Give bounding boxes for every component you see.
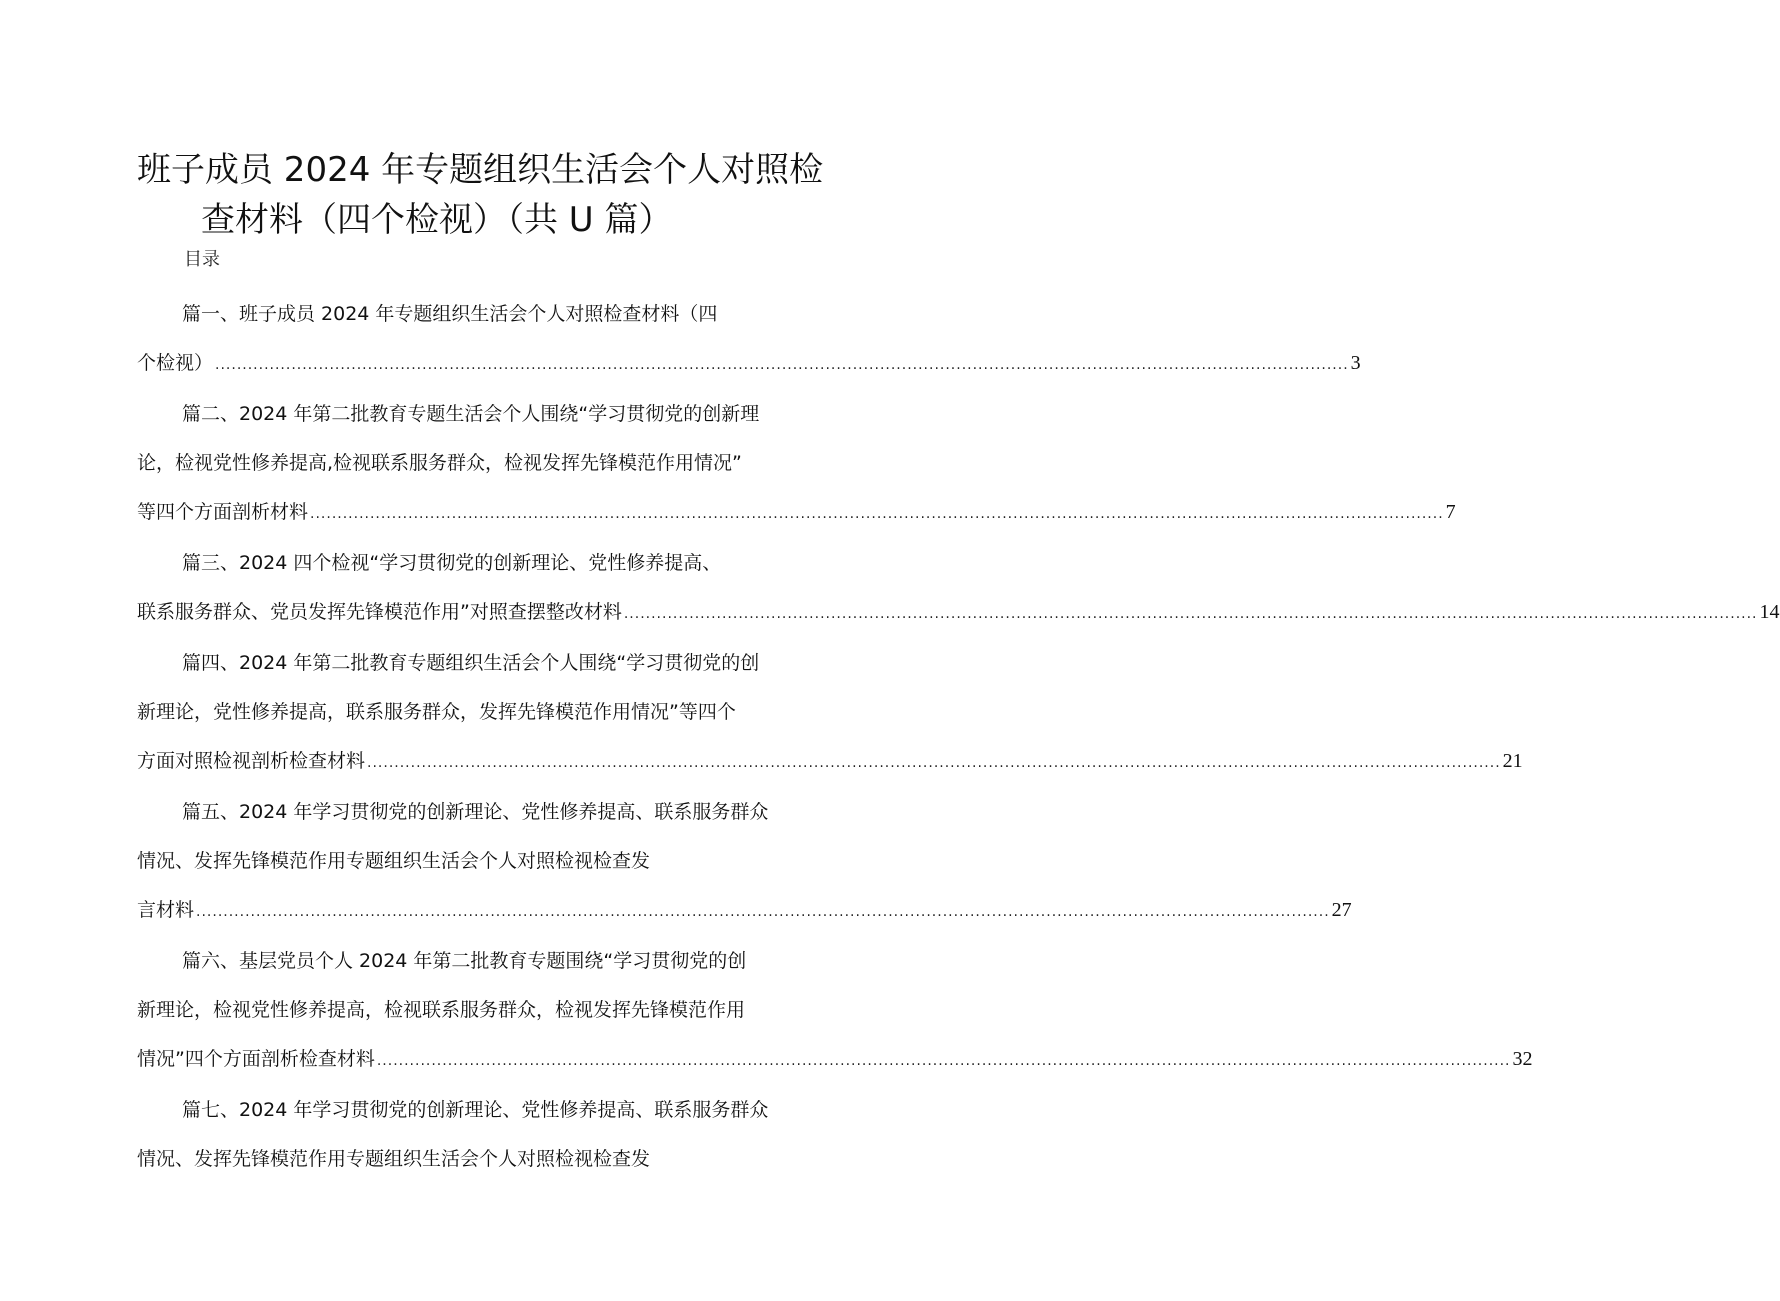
toc-entry-line: 新理论，党性修养提高，联系服务群众，发挥先锋模范作用情况”等四个 (137, 701, 736, 723)
toc-entry-text: 情况”四个方面剖析检查材料 (137, 1048, 375, 1070)
toc-entry-text: 联系服务群众、党员发挥先锋模范作用”对照查摆整改材料 (137, 601, 622, 623)
toc-entry-1[interactable] (137, 290, 1361, 390)
toc-entry-text: 个检视） (137, 352, 214, 374)
dot-leader: ................................................................................................................................................................................................................ (310, 506, 1444, 522)
toc-entry-line: 篇五、2024 年学习贯彻党的创新理论、党性修养提高、联系服务群众 (182, 801, 769, 823)
toc-entry-line: 篇四、2024 年第二批教育专题组织生活会个人围绕“学习贯彻党的创 (182, 652, 760, 674)
table-of-contents (137, 290, 1780, 1184)
toc-entry-line: 篇七、2024 年学习贯彻党的创新理论、党性修养提高、联系服务群众 (182, 1099, 769, 1121)
toc-entry-last-line (137, 488, 1456, 539)
toc-entry-text: 言材料 (137, 899, 195, 921)
toc-entry-line: 情况、发挥先锋模范作用专题组织生活会个人对照检视检查发 (137, 850, 651, 872)
toc-entry-last-line (137, 886, 1352, 937)
toc-entry-line: 情况、发挥先锋模范作用专题组织生活会个人对照检视检查发 (137, 1148, 651, 1170)
toc-entry-text: 等四个方面剖析材料 (137, 501, 309, 523)
toc-entry-last-line (137, 588, 1780, 639)
toc-entry-last-line (137, 737, 1523, 788)
toc-page-number: 3 (1350, 352, 1361, 374)
dot-leader: ................................................................................................................................................................................................................ (196, 904, 1330, 920)
toc-entry-line: 新理论，检视党性修养提高，检视联系服务群众，检视发挥先锋模范作用 (137, 999, 746, 1021)
toc-entry-line: 篇六、基层党员个人 2024 年第二批教育专题围绕“学习贯彻党的创 (182, 950, 747, 972)
document-title (137, 145, 824, 245)
toc-entry-last-line (137, 339, 1361, 390)
toc-entry-line: 篇二、2024 年第二批教育专题生活会个人围绕“学习贯彻党的创新理 (182, 403, 760, 425)
toc-entry-7[interactable] (137, 1086, 782, 1184)
toc-page-number: 14 (1759, 601, 1780, 623)
title-line-2: 查材料（四个检视）（共 U 篇） (201, 199, 673, 240)
toc-entry-text: 方面对照检视剖析检查材料 (137, 750, 366, 772)
dot-leader: ................................................................................................................................................................................................................ (367, 755, 1501, 771)
toc-page-number: 7 (1445, 501, 1456, 523)
toc-page-number: 21 (1502, 750, 1523, 772)
toc-entry-3[interactable] (137, 539, 1780, 639)
dot-leader: ................................................................................................................................................................................................................ (376, 1053, 1511, 1069)
title-line-1: 班子成员 2024 年专题组织生活会个人对照检 (137, 149, 824, 190)
dot-leader: ................................................................................................................................................................................................................ (623, 606, 1758, 622)
toc-page-number: 32 (1512, 1048, 1533, 1070)
toc-entry-line: 论，检视党性修养提高,检视联系服务群众，检视发挥先锋模范作用情况” (137, 452, 742, 474)
toc-entry-2[interactable] (137, 390, 1456, 539)
toc-entry-4[interactable] (137, 639, 1523, 788)
toc-entry-5[interactable] (137, 788, 1352, 937)
dot-leader: ................................................................................................................................................................................................................ (215, 357, 1349, 373)
toc-entry-line: 篇三、2024 四个检视“学习贯彻党的创新理论、党性修养提高、 (182, 552, 722, 574)
toc-heading: 目录 (184, 249, 220, 270)
toc-entry-last-line (137, 1035, 1533, 1086)
toc-page-number: 27 (1331, 899, 1352, 921)
toc-entry-6[interactable] (137, 937, 1533, 1086)
toc-entry-line: 篇一、班子成员 2024 年专题组织生活会个人对照检查材料（四 (182, 303, 718, 325)
